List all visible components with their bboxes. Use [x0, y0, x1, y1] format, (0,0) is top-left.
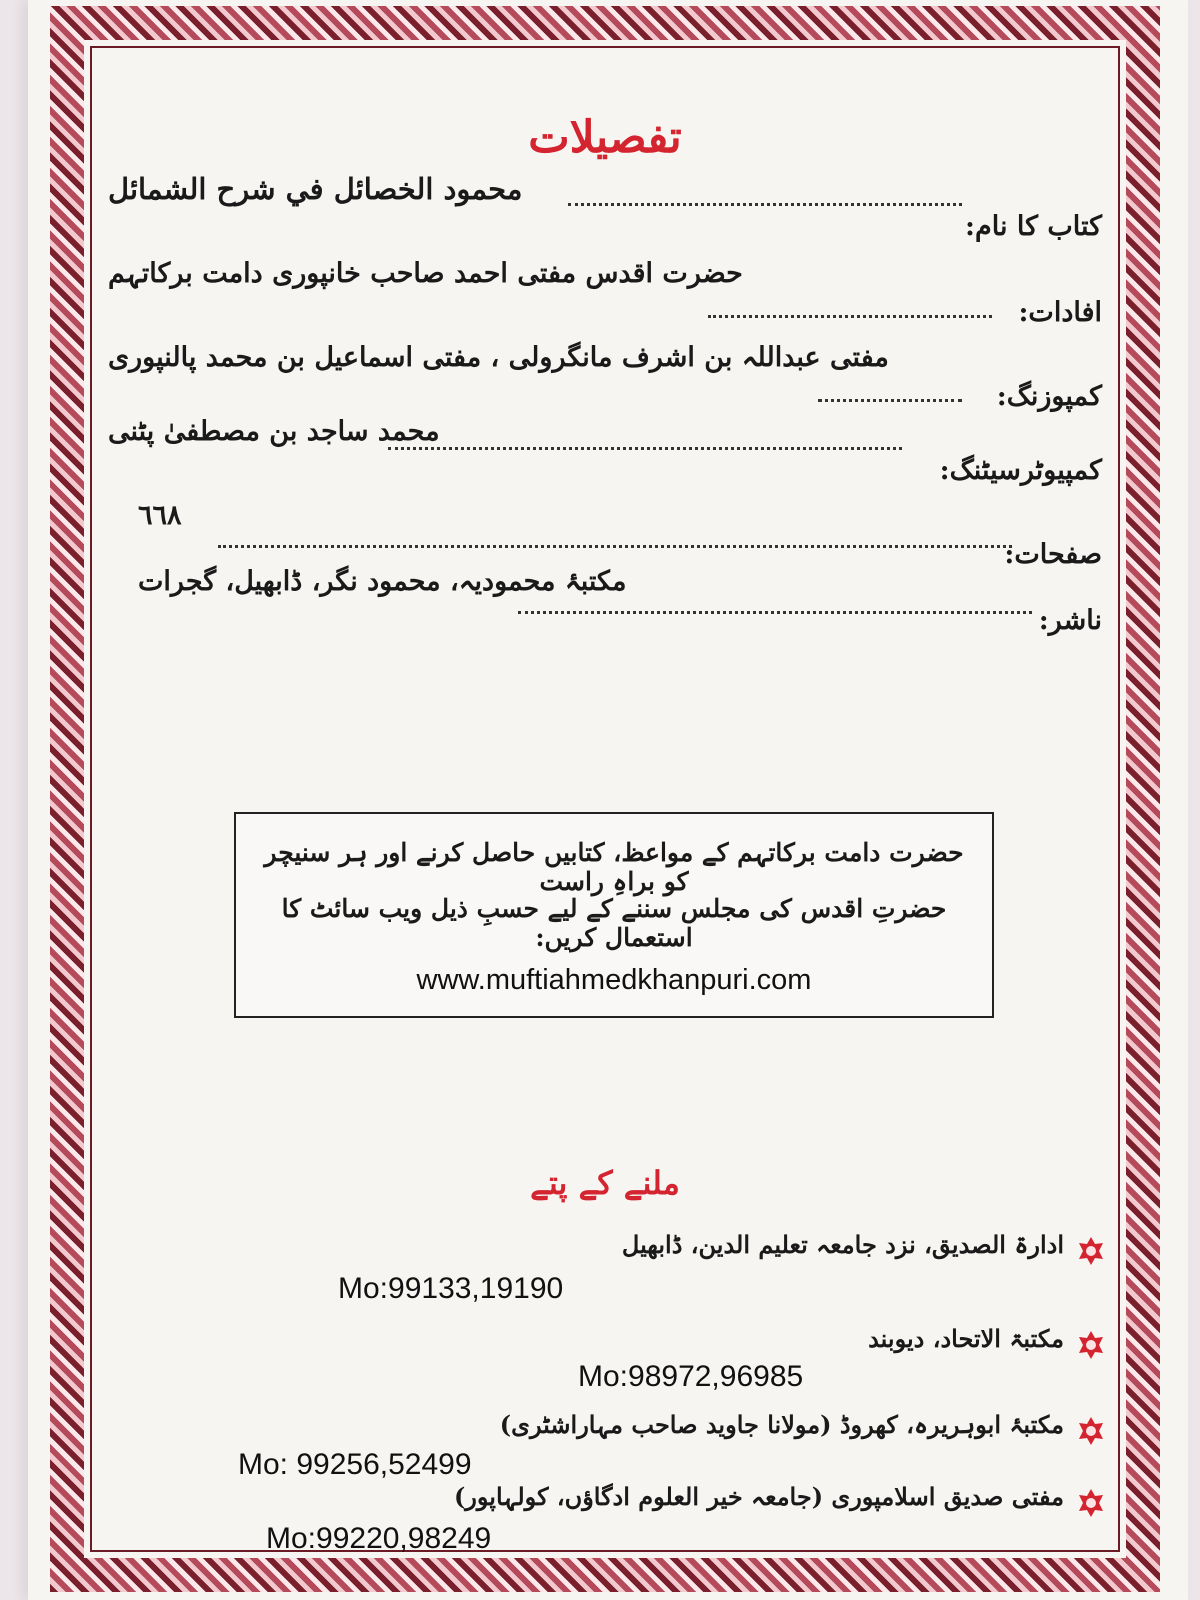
address-name: مکتبۂ ابوہریرہ، کھروڈ (مولانا جاوید صاحب مہاراشٹری) — [499, 1410, 1064, 1439]
address-phone-row — [98, 1522, 1112, 1562]
flower-bullet-icon — [1076, 1330, 1106, 1360]
flower-bullet-icon — [1076, 1236, 1106, 1266]
detail-label: صفحات: — [1004, 539, 1102, 570]
address-name: مکتبۃ الاتحاد، دیوبند — [868, 1324, 1064, 1353]
detail-value: حضرت اقدس مفتی احمد صاحب خانپوری دامت برکاتہم — [108, 258, 743, 289]
detail-row-publisher — [98, 560, 1112, 640]
notice-line-1: حضرت دامت برکاتہم کے مواعظ، کتابیں حاصل کرنے اور ہر سنیچر کو براہِ راست — [264, 838, 964, 896]
address-item — [98, 1324, 1112, 1414]
address-name: ادارۃ الصدیق، نزد جامعہ تعلیم الدین، ڈابھیل — [621, 1230, 1064, 1259]
dotted-leader — [818, 399, 962, 402]
detail-label: کمپوزنگ: — [996, 381, 1102, 412]
website-url[interactable]: www.muftiahmedkhanpuri.com — [416, 964, 812, 996]
detail-row-book-name — [98, 166, 1112, 246]
website-notice-box — [234, 812, 994, 1018]
address-item — [98, 1230, 1112, 1320]
address-name: مفتی صدیق اسلامپوری (جامعہ خیر العلوم ادگاؤں، کولہاپور) — [453, 1482, 1064, 1511]
dotted-leader — [218, 545, 1012, 548]
flower-bullet-icon — [1076, 1416, 1106, 1446]
detail-label: کتاب کا نام: — [965, 211, 1102, 242]
detail-row-composing — [98, 336, 1112, 416]
detail-value: مفتی عبداللہ بن اشرف مانگرولی ، مفتی اسماعیل بن محمد پالنپوری — [108, 342, 889, 373]
address-phone: Mo:99133,19190 — [338, 1272, 564, 1305]
detail-label: کمپیوٹرسیٹنگ: — [939, 455, 1102, 486]
dotted-leader — [518, 611, 1032, 614]
address-phone: Mo:99220,98249 — [266, 1522, 492, 1555]
detail-row-ifadat — [98, 252, 1112, 332]
addresses-title: ملنے کے پتے — [530, 1164, 680, 1202]
detail-value: محمد ساجد بن مصطفیٰ پٹنی — [108, 416, 440, 447]
dotted-leader — [708, 315, 992, 318]
dotted-leader — [388, 447, 902, 450]
detail-label: افادات: — [1018, 297, 1102, 328]
flower-bullet-icon — [1076, 1488, 1106, 1518]
detail-label: ناشر: — [1038, 605, 1102, 636]
book-page — [28, 0, 1188, 1600]
dotted-leader — [568, 203, 962, 206]
detail-row-computer-setting — [98, 410, 1112, 490]
address-phone: Mo:98972,96985 — [578, 1360, 804, 1393]
address-phone: Mo: 99256,52499 — [238, 1448, 472, 1481]
detail-value: محمود الخصائل في شرح الشمائل — [108, 172, 523, 206]
page-title: تفصیلات — [528, 112, 682, 163]
detail-value: مکتبۂ محمودیہ، محمود نگر، ڈابھیل، گجرات — [138, 566, 627, 597]
detail-value: ٦٦٨ — [138, 500, 182, 531]
notice-line-2: حضرتِ اقدس کی مجلس سننے کے لیے حسبِ ذیل ویب سائٹ کا استعمال کریں: — [281, 894, 947, 952]
page-content — [98, 54, 1112, 1555]
